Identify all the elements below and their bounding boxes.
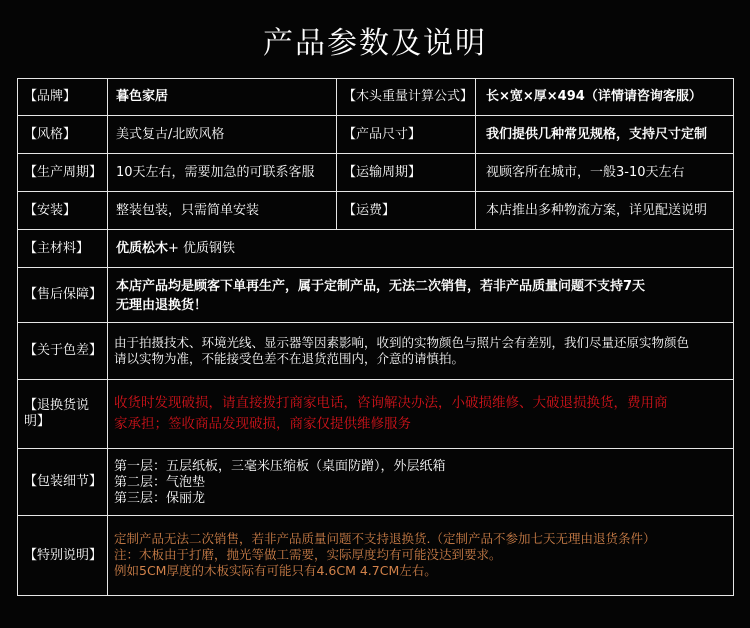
after-sales-line: 无理由退换货！ bbox=[116, 298, 208, 313]
brand-value: 暮色家居 bbox=[116, 89, 169, 104]
color-difference-line: 由于拍摄技术、环境光线、显示器等因素影响，收到的实物颜色与照片会有差别，我们尽量还原实物颜色 bbox=[114, 335, 690, 350]
return-policy-text bbox=[108, 380, 733, 448]
special-note-line: 注：木板由于打磨，抛光等做工需要，实际厚度均有可能没达到要求。 bbox=[114, 547, 502, 562]
shipping-cycle-value: 视顾客所在城市，一般3-10天左右 bbox=[486, 164, 685, 180]
material-secondary: + 优质钢铁 bbox=[168, 240, 236, 256]
product-size-label: 【产品尺寸】 bbox=[343, 126, 422, 142]
main-material-label: 【主材料】 bbox=[24, 240, 90, 256]
special-note-line: 定制产品无法二次销售，若非产品质量问题不支持退换货.（定制产品不参加七天无理由退货条件） bbox=[114, 531, 656, 546]
color-difference-label: 【关于色差】 bbox=[24, 343, 103, 358]
return-policy-line: 收货时发现破损，请直接拨打商家电话，咨询解决办法，小破损维修、大破退损换货，费用商 bbox=[114, 395, 668, 411]
after-sales-text bbox=[108, 268, 733, 322]
after-sales-line: 本店产品均是顾客下单再生产，属于定制产品，无法二次销售，若非产品质量问题不支持7天 bbox=[116, 279, 646, 294]
weight-formula-label: 【木头重量计算公式】 bbox=[343, 89, 474, 104]
shipping-cycle-label: 【运输周期】 bbox=[343, 164, 422, 180]
packing-line: 第三层：保丽龙 bbox=[114, 491, 206, 506]
style-value: 美式复古/北欧风格 bbox=[116, 126, 225, 142]
installation-label: 【安装】 bbox=[24, 202, 77, 218]
weight-formula-value: 长×宽×厚×494（详情请咨询客服） bbox=[486, 89, 702, 104]
color-difference-line: 请以实物为准，不能接受色差不在退货范围内，介意的请慎拍。 bbox=[114, 351, 465, 366]
installation-value: 整装包装，只需简单安装 bbox=[116, 202, 260, 218]
product-size-value: 我们提供几种常见规格，支持尺寸定制 bbox=[486, 126, 708, 142]
special-notes-text bbox=[108, 516, 733, 595]
brand-label: 【品牌】 bbox=[24, 89, 77, 104]
packing-details-text bbox=[108, 449, 733, 515]
parameter-table bbox=[17, 78, 734, 596]
return-policy-label: 【退换货说明】 bbox=[24, 398, 90, 429]
special-note-line: 例如5CM厚度的木板实际有可能只有4.6CM 4.7CM左右。 bbox=[114, 563, 437, 578]
packing-line: 第二层：气泡垫 bbox=[114, 475, 206, 490]
freight-label: 【运费】 bbox=[343, 202, 396, 218]
main-material-value bbox=[108, 230, 733, 267]
freight-value: 本店推出多种物流方案，详见配送说明 bbox=[486, 202, 708, 218]
production-cycle-value: 10天左右，需要加急的可联系客服 bbox=[116, 164, 315, 180]
material-primary: 优质松木 bbox=[116, 240, 169, 256]
packing-line: 第一层：五层纸板，三毫米压缩板（桌面防蹭），外层纸箱 bbox=[114, 459, 446, 474]
color-difference-text bbox=[108, 323, 733, 379]
style-label: 【风格】 bbox=[24, 126, 77, 142]
page-title: 产品参数及说明 bbox=[263, 26, 487, 61]
special-notes-label: 【特别说明】 bbox=[24, 547, 103, 563]
return-policy-line: 家承担；签收商品发现破损，商家仅提供维修服务 bbox=[114, 416, 411, 432]
after-sales-label: 【售后保障】 bbox=[24, 287, 103, 302]
production-cycle-label: 【生产周期】 bbox=[24, 164, 103, 180]
packing-details-label: 【包装细节】 bbox=[24, 474, 103, 489]
